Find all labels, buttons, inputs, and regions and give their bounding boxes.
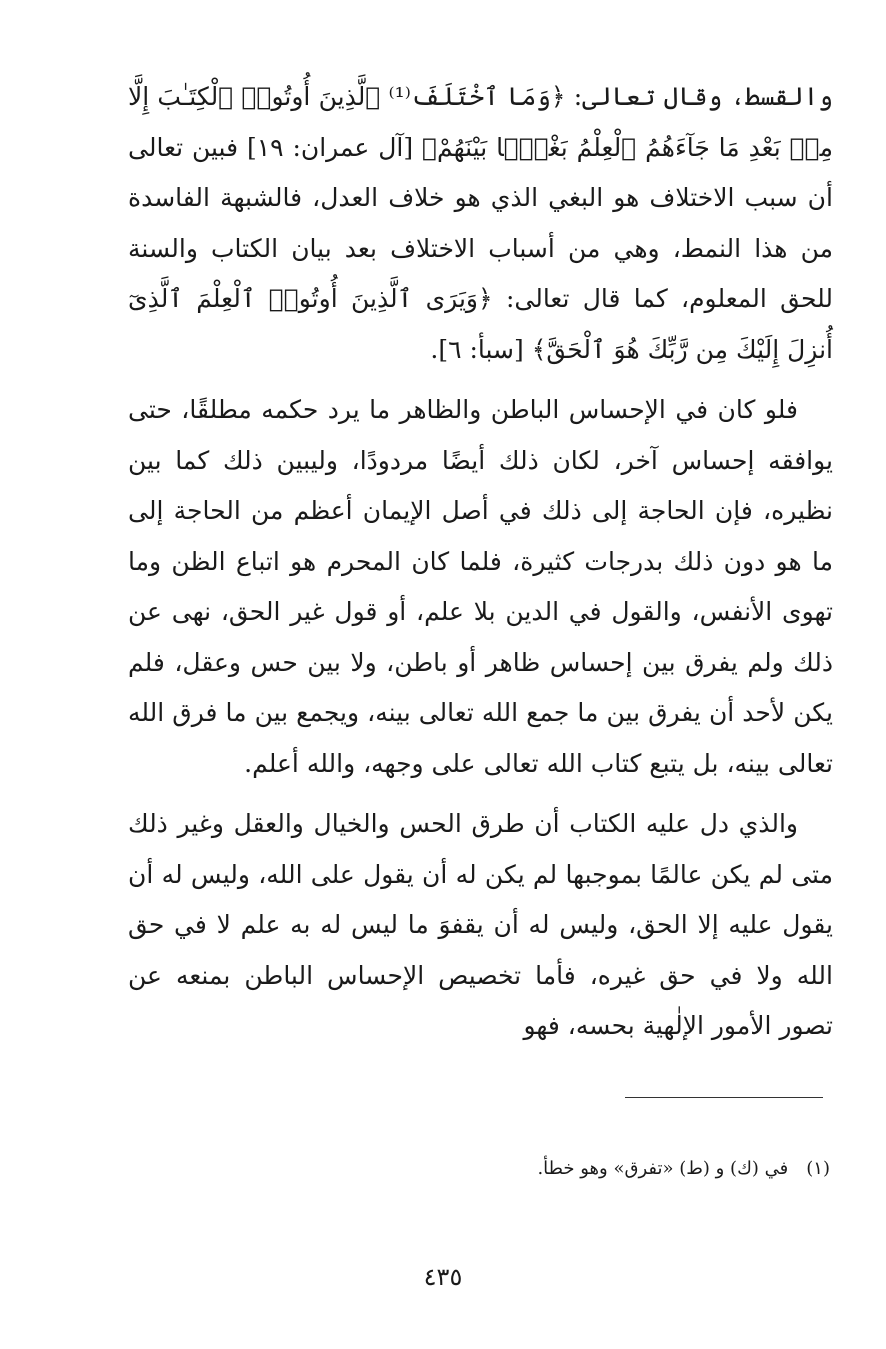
footnote — [537, 1155, 830, 1183]
main-text — [128, 72, 833, 1052]
paragraph-1: والقسط، وقال تعالى: ﴿وَمَا ٱخْتَلَفَ⁽¹⁾ ٱلَّذِينَ أُوتُوا۟ ٱلْكِتَـٰبَ إِلَّا مِنۢ بَعْدِ مَا جَآءَهُمُ ٱلْعِلْمُ بَغْيًۢا بَيْنَهُمْ﴾ [آل عمران: ١٩] فبين تعالى أن سبب الاختلاف هو البغي الذي هو خلاف العدل، فالشبهة الفاسدة من هذا النمط، وهي من أسباب الاختلاف بعد بيان الكتاب والسنة للحق المعلوم، كما قال تعالى: ﴿وَيَرَى ٱلَّذِينَ أُوتُوا۟ ٱلْعِلْمَ ٱلَّذِىٓ أُنزِلَ إِلَيْكَ مِن رَّبِّكَ هُوَ ٱلْحَقَّ﴾ [سبأ: ٦]. — [128, 82, 833, 364]
footnote-number: (١) — [806, 1158, 830, 1179]
paragraph-2: فلو كان في الإحساس الباطن والظاهر ما يرد حكمه مطلقًا، حتى يوافقه إحساس آخر، لكان ذلك أيضًا مردودًا، وليبين ذلك كما بين نظيره، فإن الحاجة إلى ذلك في أصل الإيمان أعظم من الحاجة إلى ما هو دون ذلك بدرجات كثيرة، فلما كان المحرم هو اتباع الظن وما تهوى الأنفس، والقول في الدين بلا علم، أو قول غير الحق، نهى عن ذلك ولم يفرق بين إحساس ظاهر أو باطن، ولا بين حس وعقل، فلم يكن لأحد أن يفرق بين ما جمع الله تعالى بينه، ويجمع بين ما فرق الله تعالى بينه، بل يتبع كتاب الله تعالى على وجهه، والله أعلم. — [128, 395, 833, 778]
page-number: ٤٣٥ — [423, 1263, 463, 1291]
footnote-separator — [625, 1097, 823, 1098]
paragraph-3: والذي دل عليه الكتاب أن طرق الحس والخيال والعقل وغير ذلك متى لم يكن عالمًا بموجبها لم يكن له أن يقول على الله، وليس له أن يقول عليه إلا الحق، وليس له أن يقفوَ ما ليس له به علم لا في حق الله ولا في حق غيره، فأما تخصيص الإحساس الباطن بمنعه عن تصور الأمور الإلٰهية بحسه، فهو — [128, 809, 833, 1040]
footnote-text: في (ك) و (ط) «تفرق» وهو خطأ. — [537, 1158, 789, 1179]
